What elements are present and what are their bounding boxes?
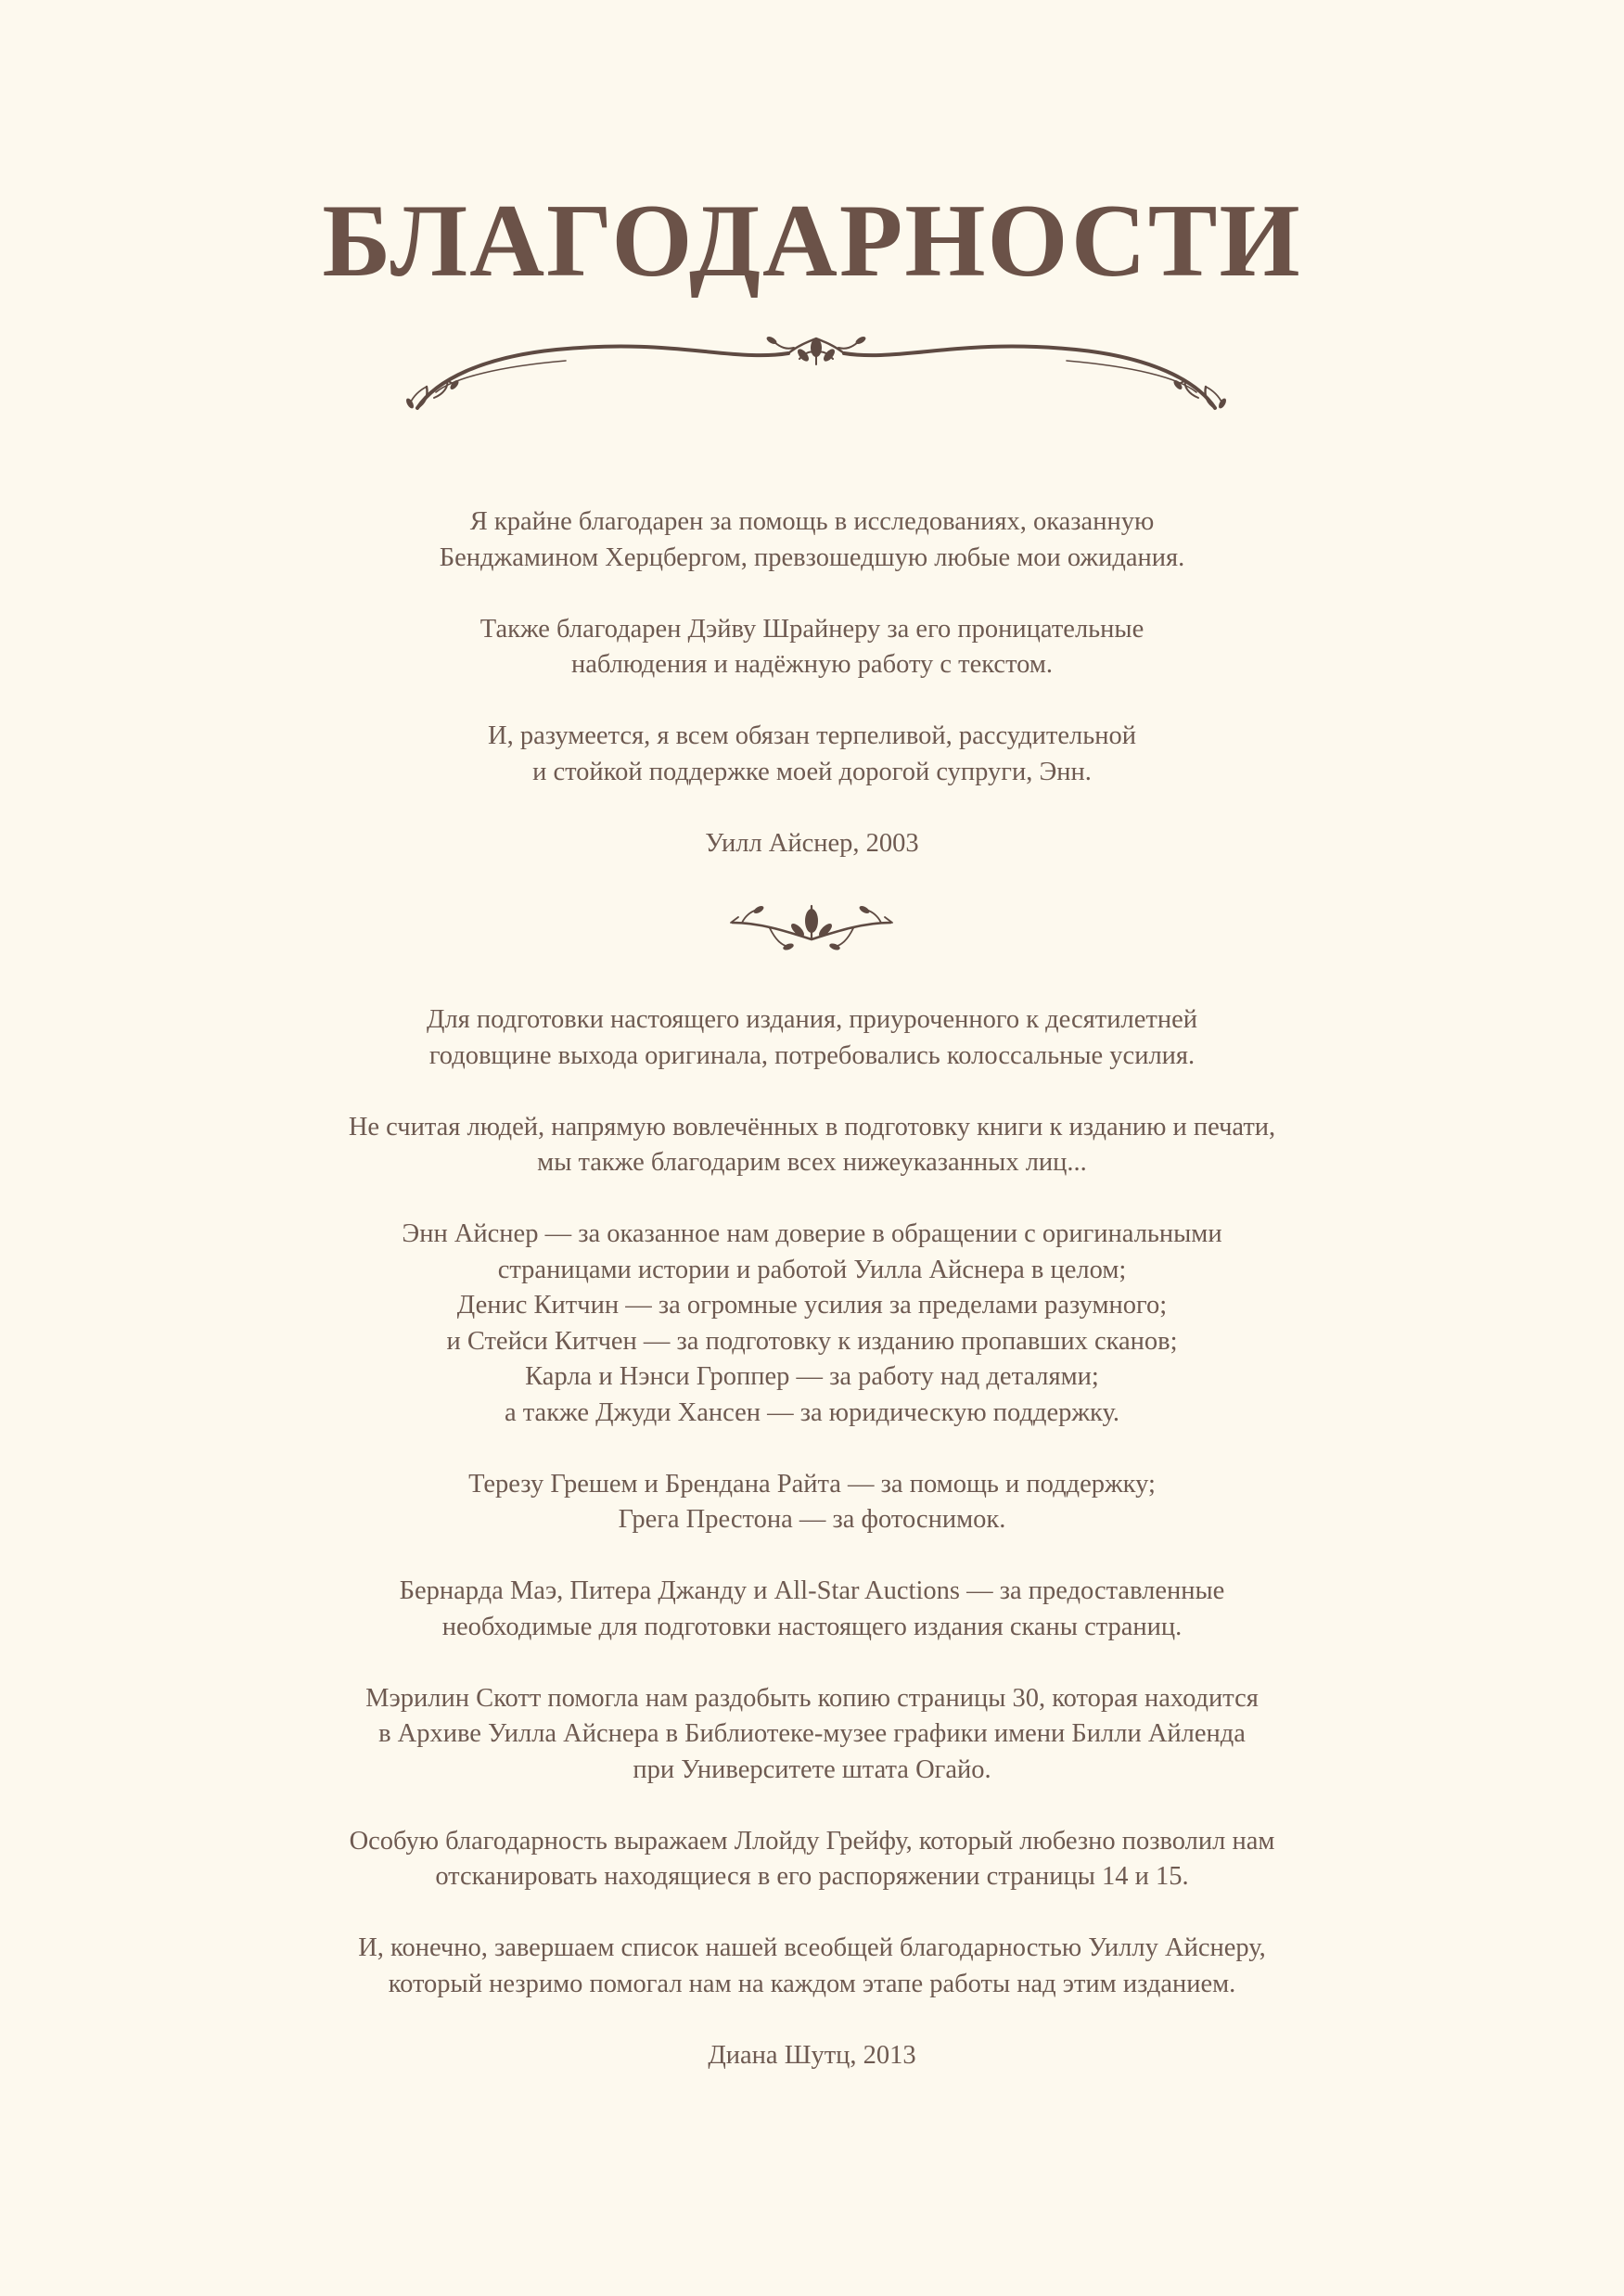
text-line: И, конечно, завершаем список нашей всеобщей благодарностью Уиллу Айснеру,	[358, 1933, 1266, 1962]
text-line: страницами истории и работой Уилла Айснера в целом;	[497, 1255, 1127, 1284]
text-line: необходимые для подготовки настоящего издания сканы страниц.	[441, 1612, 1183, 1641]
author-acknowledgements	[0, 504, 1624, 898]
text-line: и Стейси Китчен — за подготовку к изданию пропавших сканов;	[446, 1326, 1178, 1356]
signature	[0, 2038, 1624, 2074]
paragraph	[0, 612, 1624, 683]
text-line: Бернарда Маэ, Питера Джанду и All-Star Auctions — за предоставленные	[399, 1576, 1225, 1605]
paragraph	[0, 504, 1624, 576]
paragraph	[0, 1824, 1624, 1895]
text-line: годовщине выхода оригинала, потребовались колоссальные усилия.	[428, 1040, 1196, 1070]
text-line: Мэрилин Скотт помогла нам раздобыть копию страницы 30, которая находится	[365, 1683, 1259, 1713]
text-line: Особую благодарность выражаем Ллойду Грейфу, который любезно позволил нам	[349, 1826, 1275, 1856]
signature-text: Уилл Айснер, 2003	[705, 828, 919, 858]
signature-text: Диана Шутц, 2013	[708, 2040, 916, 2070]
text-line: И, разумеется, я всем обязан терпеливой, рассудительной	[487, 721, 1137, 750]
leaf-sprig-icon	[723, 895, 900, 960]
text-line: Денис Китчин — за огромные усилия за пределами разумного;	[456, 1291, 1168, 1320]
text-line: Грега Престона — за фотоснимок.	[618, 1505, 1006, 1534]
paragraph	[0, 719, 1624, 790]
edition-acknowledgements	[0, 1002, 1624, 2110]
text-line: и стойкой поддержке моей дорогой супруги, Энн.	[532, 757, 1092, 786]
paragraph	[0, 1467, 1624, 1538]
paragraph	[0, 1931, 1624, 2002]
text-line: наблюдения и надёжную работу с текстом.	[570, 650, 1054, 679]
text-line: а также Джуди Хансен — за юридическую поддержку.	[504, 1397, 1120, 1427]
text-line: при Университете штата Огайо.	[633, 1754, 991, 1784]
text-line: Энн Айснер — за оказанное нам доверие в обращении с оригинальными	[402, 1219, 1222, 1248]
text-line: который незримо помогал нам на каждом этапе работы над этим изданием.	[388, 1969, 1236, 1998]
text-line: Не считая людей, напрямую вовлечённых в подготовку книги к изданию и печати,	[348, 1112, 1276, 1142]
paragraph	[0, 1110, 1624, 1181]
text-line: Также благодарен Дэйву Шрайнеру за его проницательные	[480, 614, 1144, 644]
signature	[0, 826, 1624, 862]
text-line: мы также благодарим всех нижеуказанных лиц...	[537, 1148, 1087, 1177]
text-line: Карла и Нэнси Гроппер — за работу над деталями;	[525, 1362, 1099, 1391]
paragraph	[0, 1002, 1624, 1074]
text-line: в Архиве Уилла Айснера в Библиотеке-музее графики имени Билли Айленда	[378, 1719, 1246, 1748]
paragraph	[0, 1217, 1624, 1431]
text-line: Я крайне благодарен за помощь в исследованиях, оказанную	[469, 507, 1155, 536]
text-line: Терезу Грешем и Брендана Райта — за помощь и поддержку;	[468, 1469, 1156, 1499]
text-line: Бенджамином Херцбергом, превзошедшую любые мои ожидания.	[439, 542, 1185, 572]
vine-flourish-icon	[399, 329, 1234, 422]
text-line: отсканировать находящиеся в его распоряжении страницы 14 и 15.	[435, 1862, 1189, 1891]
text-line: Для подготовки настоящего издания, приуроченного к десятилетней	[427, 1005, 1197, 1034]
paragraph	[0, 1681, 1624, 1789]
paragraph	[0, 1574, 1624, 1645]
page-title: БЛАГОДАРНОСТИ	[322, 184, 1302, 299]
